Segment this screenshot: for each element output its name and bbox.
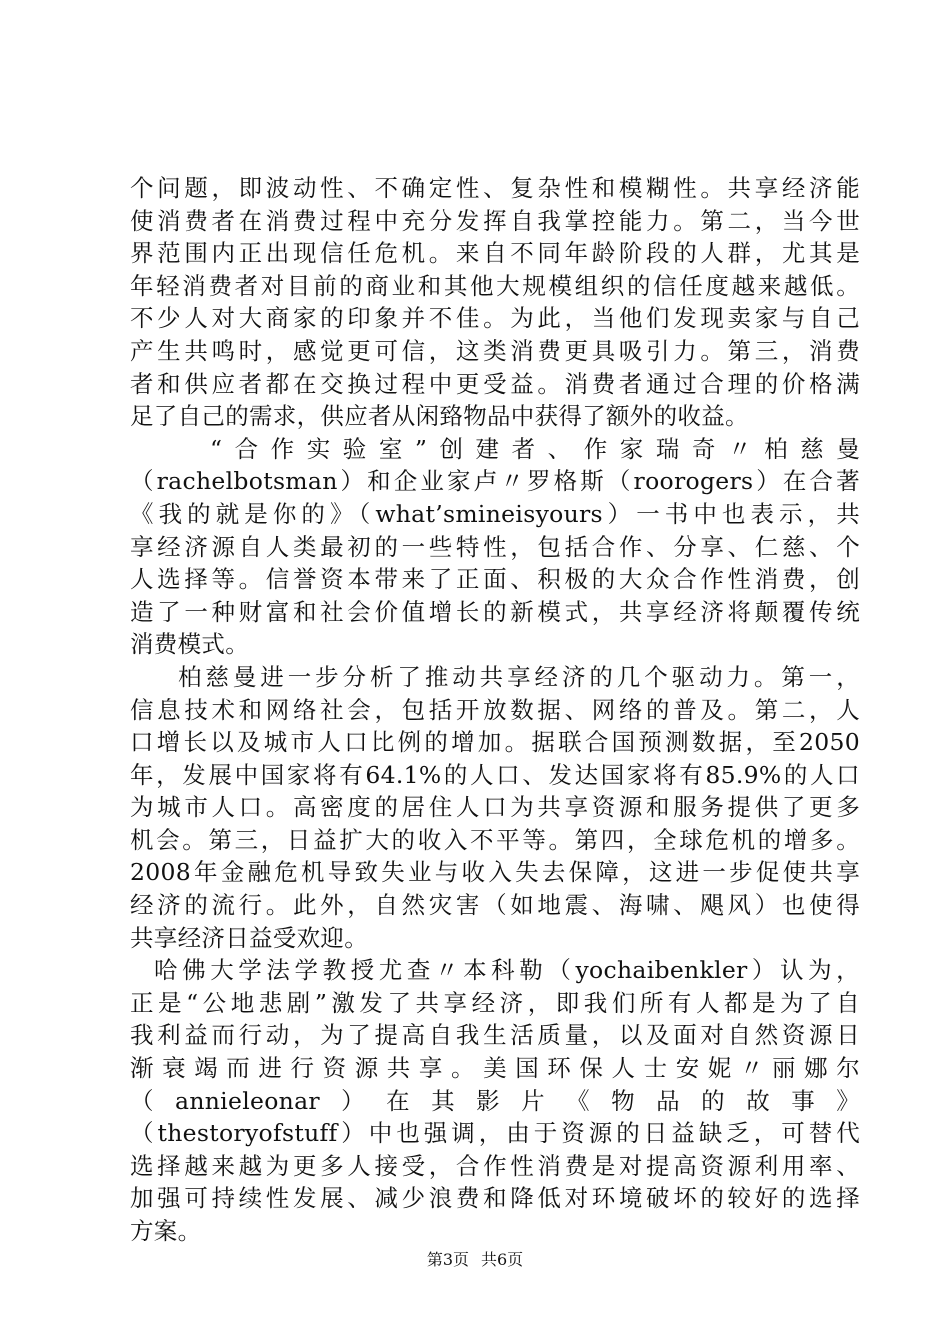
- text-line: 信息技术和网络社会，包括开放数据、网络的普及。第二，人: [130, 695, 860, 724]
- document-body: [130, 172, 860, 1248]
- text-line: 界范围内正出现信任危机。来自不同年龄阶段的人群，尤其是: [130, 239, 860, 268]
- text-line: 消费模式。: [130, 630, 249, 659]
- paragraph: [130, 661, 860, 954]
- page-footer: [0, 1247, 950, 1270]
- text-line: （rachelbotsman）和企业家卢〃罗格斯（roorogers）在合著: [130, 467, 860, 496]
- text-line: 者和供应者都在交换过程中更受益。消费者通过合理的价格满: [130, 369, 860, 398]
- text-line: 《我的就是你的》（what’smineisyours）一书中也表示，共: [130, 499, 860, 528]
- page-number: 第3页: [426, 1250, 469, 1269]
- text-line: 我利益而行动，为了提高自我生活质量，以及面对自然资源日: [130, 1021, 860, 1050]
- text-line: 人选择等。信誉资本带来了正面、积极的大众合作性消费，创: [130, 565, 860, 594]
- paragraph: [130, 954, 860, 1247]
- text-line: 使消费者在消费过程中充分发挥自我掌控能力。第二，当今世: [130, 206, 860, 235]
- text-line: 哈佛大学法学教授尤查〃本科勒（yochaibenkler）认为，: [154, 956, 860, 985]
- text-line: （annieleonar）在其影片《物品的故事》: [130, 1086, 860, 1115]
- text-line: 加强可持续性发展、减少浪费和降低对环境破坏的较好的选择: [130, 1184, 860, 1213]
- page-total: 共6页: [481, 1250, 524, 1269]
- text-line: 机会。第三，日益扩大的收入不平等。第四，全球危机的增多。: [130, 825, 860, 854]
- text-line: “合作实验室”创建者、作家瑞奇〃柏慈曼: [210, 434, 860, 463]
- text-line: 为城市人口。高密度的居住人口为共享资源和服务提供了更多: [130, 793, 860, 822]
- text-line: 经济的流行。此外，自然灾害（如地震、海啸、飓风）也使得: [130, 891, 860, 920]
- text-line: 渐衰竭而进行资源共享。美国环保人士安妮〃丽娜尔: [130, 1054, 860, 1083]
- text-line: 不少人对大商家的印象并不佳。为此，当他们发现卖家与自己: [130, 304, 860, 333]
- text-line: 享经济源自人类最初的一些特性，包括合作、分享、仁慈、个: [130, 532, 860, 561]
- paragraph: [130, 433, 860, 661]
- text-line: 年，发展中国家将有64.1%的人口、发达国家将有85.9%的人口: [130, 760, 860, 789]
- text-line: 口增长以及城市人口比例的增加。据联合国预测数据，至2050: [130, 728, 860, 757]
- text-line: 共享经济日益受欢迎。: [130, 923, 368, 952]
- text-line: 2008年金融危机导致失业与收入失去保障，这进一步促使共享: [130, 858, 860, 887]
- text-line: 造了一种财富和社会价值增长的新模式，共享经济将颠覆传统: [130, 597, 860, 626]
- text-line: （thestoryofstuff）中也强调，由于资源的日益缺乏，可替代: [130, 1119, 860, 1148]
- text-line: 年轻消费者对目前的商业和其他大规模组织的信任度越来越低。: [130, 271, 860, 300]
- text-line: 正是“公地悲剧”激发了共享经济，即我们所有人都是为了自: [130, 988, 860, 1017]
- text-line: 个问题，即波动性、不确定性、复杂性和模糊性。共享经济能: [130, 174, 860, 202]
- text-line: 柏慈曼进一步分析了推动共享经济的几个驱动力。第一，: [178, 662, 860, 691]
- text-line: 足了自己的需求，供应者从闲臵物品中获得了额外的收益。: [130, 402, 749, 431]
- text-line: 选择越来越为更多人接受，合作性消费是对提高资源利用率、: [130, 1151, 860, 1180]
- paragraph: [130, 172, 860, 433]
- text-line: 方案。: [130, 1217, 202, 1245]
- text-line: 产生共鸣时，感觉更可信，这类消费更具吸引力。第三，消费: [130, 336, 860, 365]
